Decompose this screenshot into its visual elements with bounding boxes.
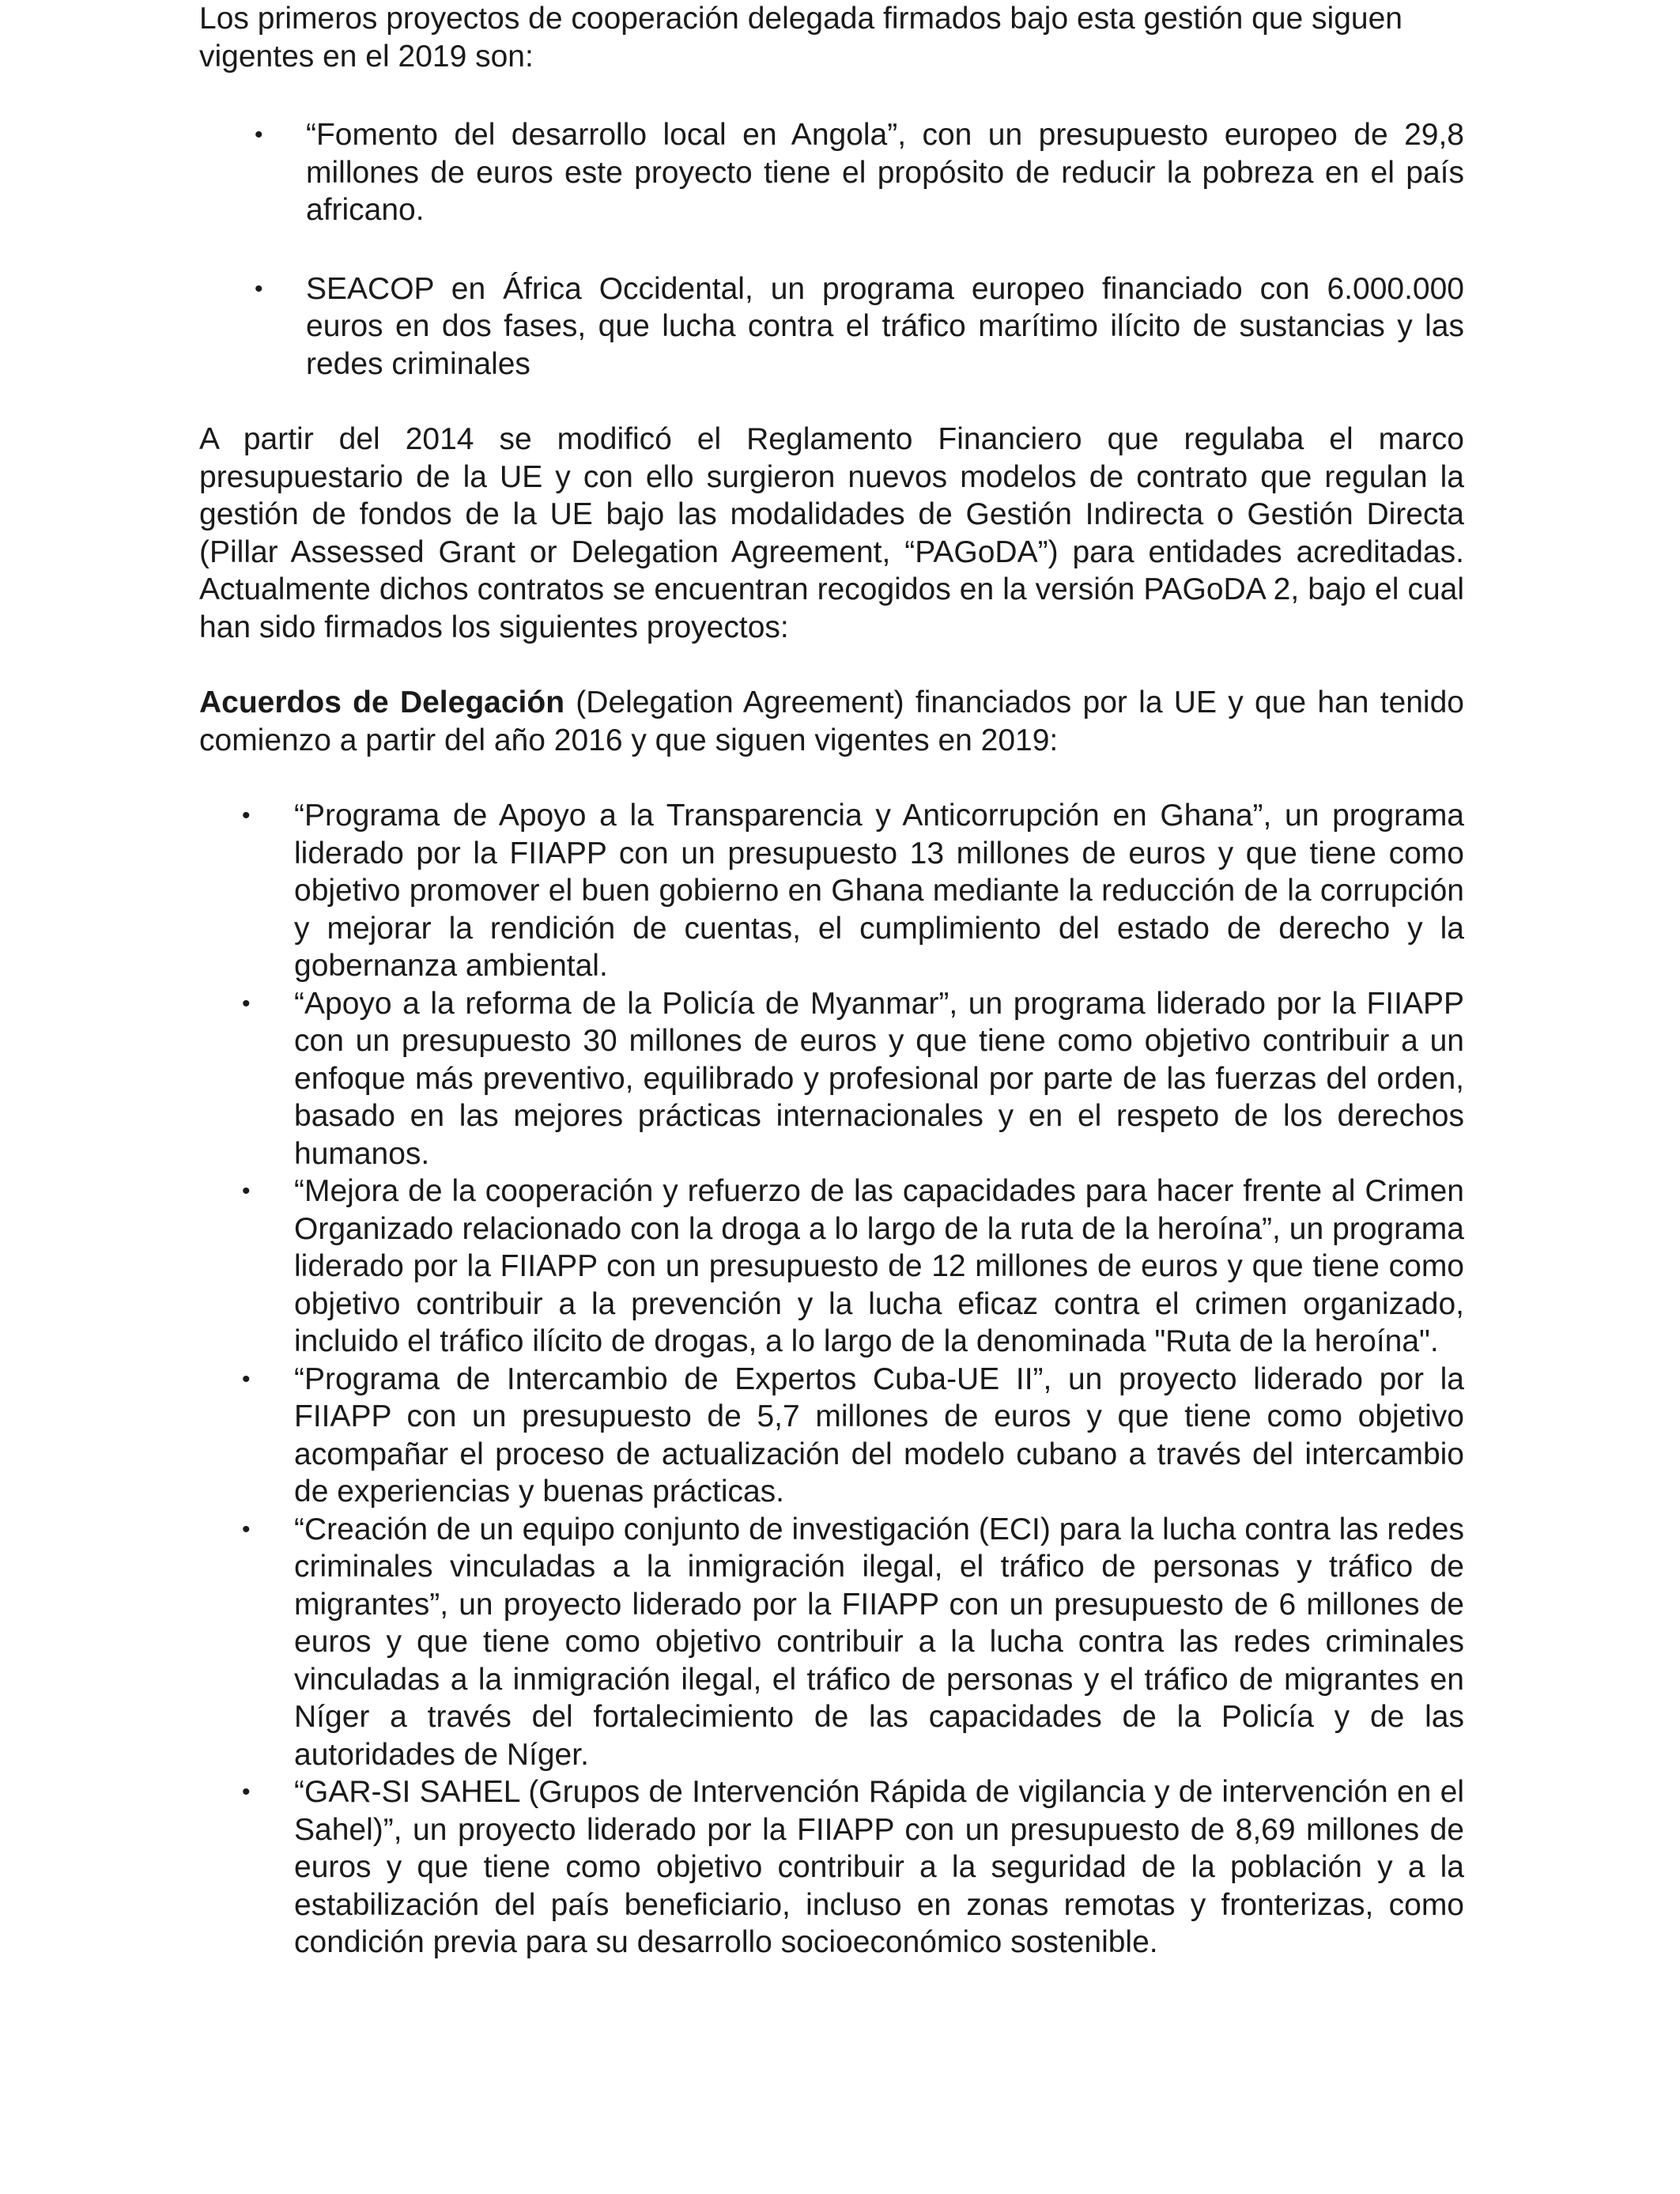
bullet-icon: • [255,122,263,148]
list-item-text: SEACOP en África Occidental, un programa europeo financiado con 6.000.000 euros en dos fases, que lucha contra el tráfico marítimo ilícito de sustancias y las redes criminales [306,271,1464,381]
list-item-text: “Apoyo a la reforma de la Policía de Myanmar”, un programa liderado por la FIIAPP con un presupuesto 30 millones de euros y que tiene como objetivo contribuir a un enfoque más preventivo, equilibrado y profesional por parte de las fuerzas del orden, basado en las mejores prácticas internacionales y en el respeto de los derechos humanos. [294,986,1464,1171]
list-item-text: “Creación de un equipo conjunto de investigación (ECI) para la lucha contra las redes criminales vinculadas a la inmigración ilegal, el tráfico de personas y tráfico de migrantes”, un proyecto liderado por la FIIAPP con un presupuesto de 6 millones de euros y que tiene como objetivo contribuir a la lucha contra las redes criminales vinculadas a la inmigración ilegal, el tráfico de personas y el tráfico de migrantes en Níger a través del fortalecimiento de las capacidades de la Policía y de las autoridades de Níger. [294,1512,1464,1772]
delegation-agreement-list [199,797,1464,1962]
cooperation-project-list [199,116,1464,383]
list-item-angola [199,116,1464,229]
list-item-niger [199,1511,1464,1774]
bullet-icon: • [242,1779,251,1805]
list-item-myanmar [199,985,1464,1173]
intro-paragraph: Los primeros proyectos de cooperación delegada firmados bajo esta gestión que siguen vigentes en el 2019 son: [199,2,1403,74]
list-item-text: “GAR-SI SAHEL (Grupos de Intervención Rápida de vigilancia y de intervención en el Sahel)”, un proyecto liderado por la FIIAPP con un presupuesto de 8,69 millones de euros y que tiene como objetivo contribuir a la seguridad de la población y a la estabilización del país beneficiario, incluso en zonas remotas y fronterizas, como condición previa para su desarrollo socioeconómico sostenible. [294,1775,1464,1959]
list-item-sahel [199,1773,1464,1962]
acuerdos-text: (Delegation Agreement) financiados por la UE y que han tenido comienzo a partir del año 2016 y que siguen vigentes en 2019: [199,685,1464,757]
document-page [199,0,1464,1962]
bullet-icon: • [242,1365,251,1392]
list-item-text: “Mejora de la cooperación y refuerzo de las capacidades para hacer frente al Crimen Organizado relacionado con la droga a lo largo de la ruta de la heroína”, un programa liderado por la FIIAPP con un presupuesto de 12 millones de euros y que tiene como objetivo contribuir a la prevención y la lucha eficaz contra el crimen organizado, incluido el tráfico ilícito de drogas, a lo largo de la denominada "Ruta de la heroína". [294,1174,1464,1358]
list-item-text: “Fomento del desarrollo local en Angola”, con un presupuesto europeo de 29,8 millones de euros este proyecto tiene el propósito de reducir la pobreza en el país africano. [306,118,1464,227]
list-item-ghana [199,797,1464,985]
list-item-heroin-route [199,1173,1464,1361]
list-item-seacop [199,270,1464,383]
bullet-icon: • [255,275,263,302]
list-item-text: “Programa de Apoyo a la Transparencia y Anticorrupción en Ghana”, un programa liderado por la FIIAPP con un presupuesto 13 millones de euros y que tiene como objetivo promover el buen gobierno en Ghana mediante la reducción de la corrupción y mejorar la rendición de cuentas, el cumplimiento del estado de derecho y la gobernanza ambiental. [294,799,1464,983]
list-item-text: “Programa de Intercambio de Expertos Cuba-UE II”, un proyecto liderado por la FIIAPP con un presupuesto de 5,7 millones de euros y que tiene como objetivo acompañar el proceso de actualización del modelo cubano a través del intercambio de experiencias y buenas prácticas. [294,1361,1464,1509]
acuerdos-paragraph [199,684,1464,759]
reglamento-paragraph: A partir del 2014 se modificó el Reglamento Financiero que regulaba el marco presupuestario de la UE y con ello surgieron nuevos modelos de contrato que regulan la gestión de fondos de la UE bajo las modalidades de Gestión Indirecta o Gestión Directa (Pillar Assessed Grant or Delegation Agreement, “PAGoDA”) para entidades acreditadas. Actualmente dichos contratos se encuentran recogidos en la versión PAGoDA 2, bajo el cual han sido firmados los siguientes proyectos: [199,422,1464,644]
bullet-icon: • [242,1516,251,1543]
bullet-icon: • [242,1178,251,1204]
list-item-cuba [199,1361,1464,1511]
bullet-icon: • [242,990,251,1017]
bullet-icon: • [242,802,251,829]
acuerdos-heading: Acuerdos de Delegación [199,685,565,719]
